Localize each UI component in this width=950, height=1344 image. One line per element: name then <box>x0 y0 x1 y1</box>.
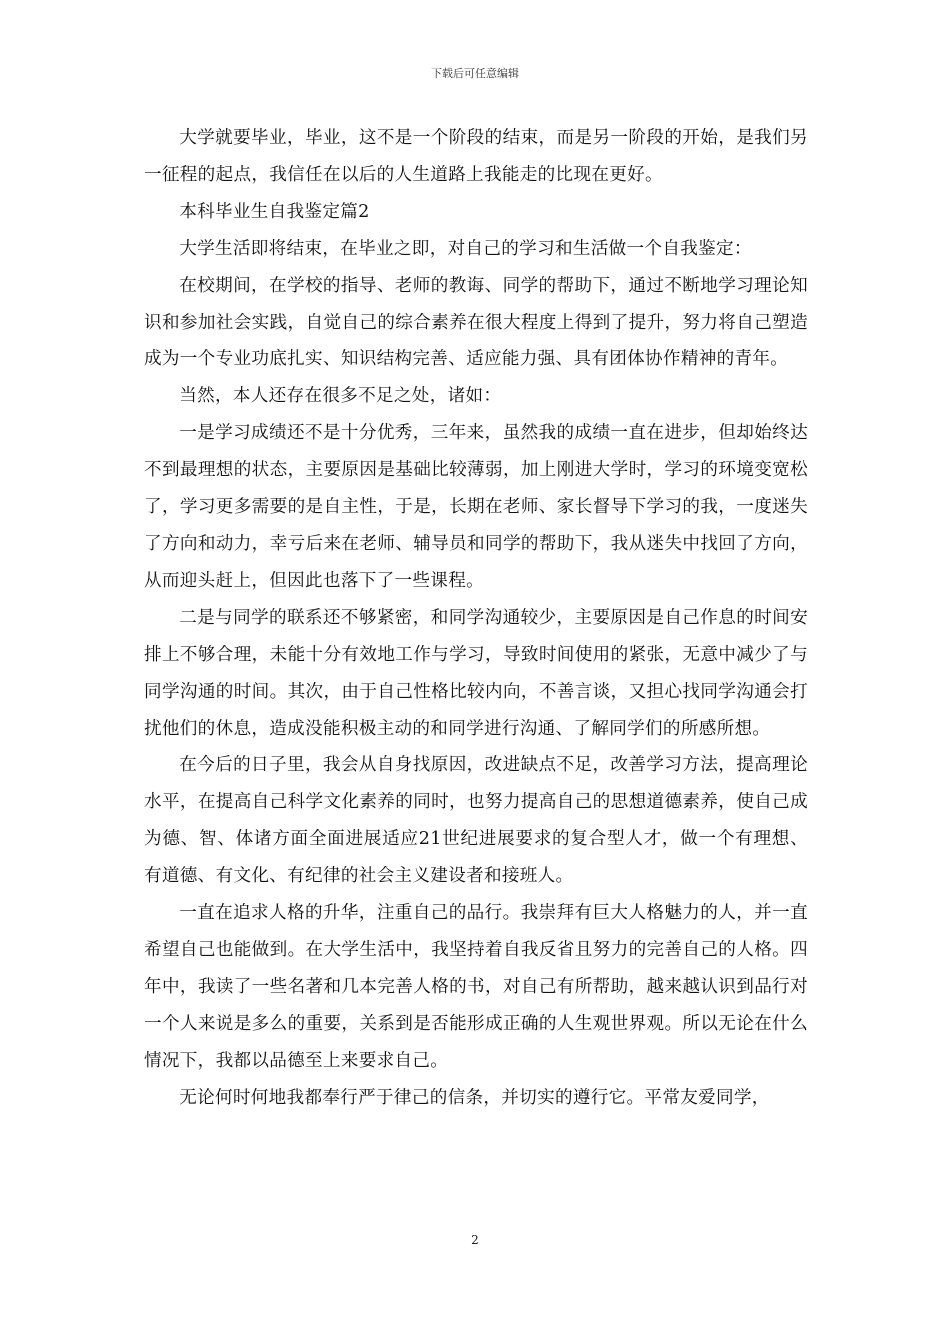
paragraph: 在今后的日子里，我会从自身找原因，改进缺点不足，改善学习方法，提高理论水平，在提高自己科学文化素养的同时，也努力提高自己的思想道德素养，使自己成为德、智、体诸方面全面进展适应21世纪进展要求的复合型人才，做一个有理想、有道德、有文化、有纪律的社会主义建设者和接班人。 <box>144 755 808 887</box>
page-header: 下载后可任意编辑 <box>431 67 519 80</box>
paragraph: 无论何时何地我都奉行严于律己的信条，并切实的遵行它。平常友爱同学， <box>179 1087 770 1108</box>
paragraph: 在校期间，在学校的指导、老师的教诲、同学的帮助下，通过不断地学习理论知识和参加社会实践，自觉自己的综合素养在很大程度上得到了提升，努力将自己塑造成为一个专业功底扎实、知识结构完善、适应能力强、具有团体协作精神的青年。 <box>144 275 808 370</box>
section-heading: 本科毕业生自我鉴定篇2 <box>179 201 370 222</box>
document-body <box>144 120 808 1116</box>
paragraph: 大学生活即将结束，在毕业之即，对自己的学习和生活做一个自我鉴定： <box>179 238 752 259</box>
page-number: 2 <box>471 1233 479 1247</box>
paragraph: 二是与同学的联系还不够紧密，和同学沟通较少，主要原因是自己作息的时间安排上不够合理，未能十分有效地工作与学习，导致时间使用的紧张，无意中减少了与同学沟通的时间。其次，由于自己性格比较内向，不善言谈，又担心找同学沟通会打扰他们的休息，造成没能积极主动的和同学进行沟通、了解同学们的所感所想。 <box>144 607 808 739</box>
paragraph: 大学就要毕业，毕业，这不是一个阶段的结束，而是另一阶段的开始，是我们另一征程的起点，我信任在以后的人生道路上我能走的比现在更好。 <box>144 128 808 185</box>
paragraph: 一是学习成绩还不是十分优秀，三年来，虽然我的成绩一直在进步，但却始终达不到最理想的状态，主要原因是基础比较薄弱，加上刚进大学时，学习的环境变宽松了，学习更多需要的是自主性，于是，长期在老师、家长督导下学习的我，一度迷失了方向和动力，幸亏后来在老师、辅导员和同学的帮助下，我从迷失中找回了方向，从而迎头赶上，但因此也落下了一些课程。 <box>144 423 808 591</box>
paragraph: 一直在追求人格的升华，注重自己的品行。我崇拜有巨大人格魅力的人，并一直希望自己也能做到。在大学生活中，我坚持着自我反省且努力的完善自己的人格。四年中，我读了一些名著和几本完善人格的书，对自己有所帮助，越来越认识到品行对一个人来说是多么的重要，关系到是否能形成正确的人生观世界观。所以无论在什么情况下，我都以品德至上来要求自己。 <box>144 903 808 1071</box>
paragraph: 当然，本人还存在很多不足之处，诸如： <box>179 386 502 407</box>
